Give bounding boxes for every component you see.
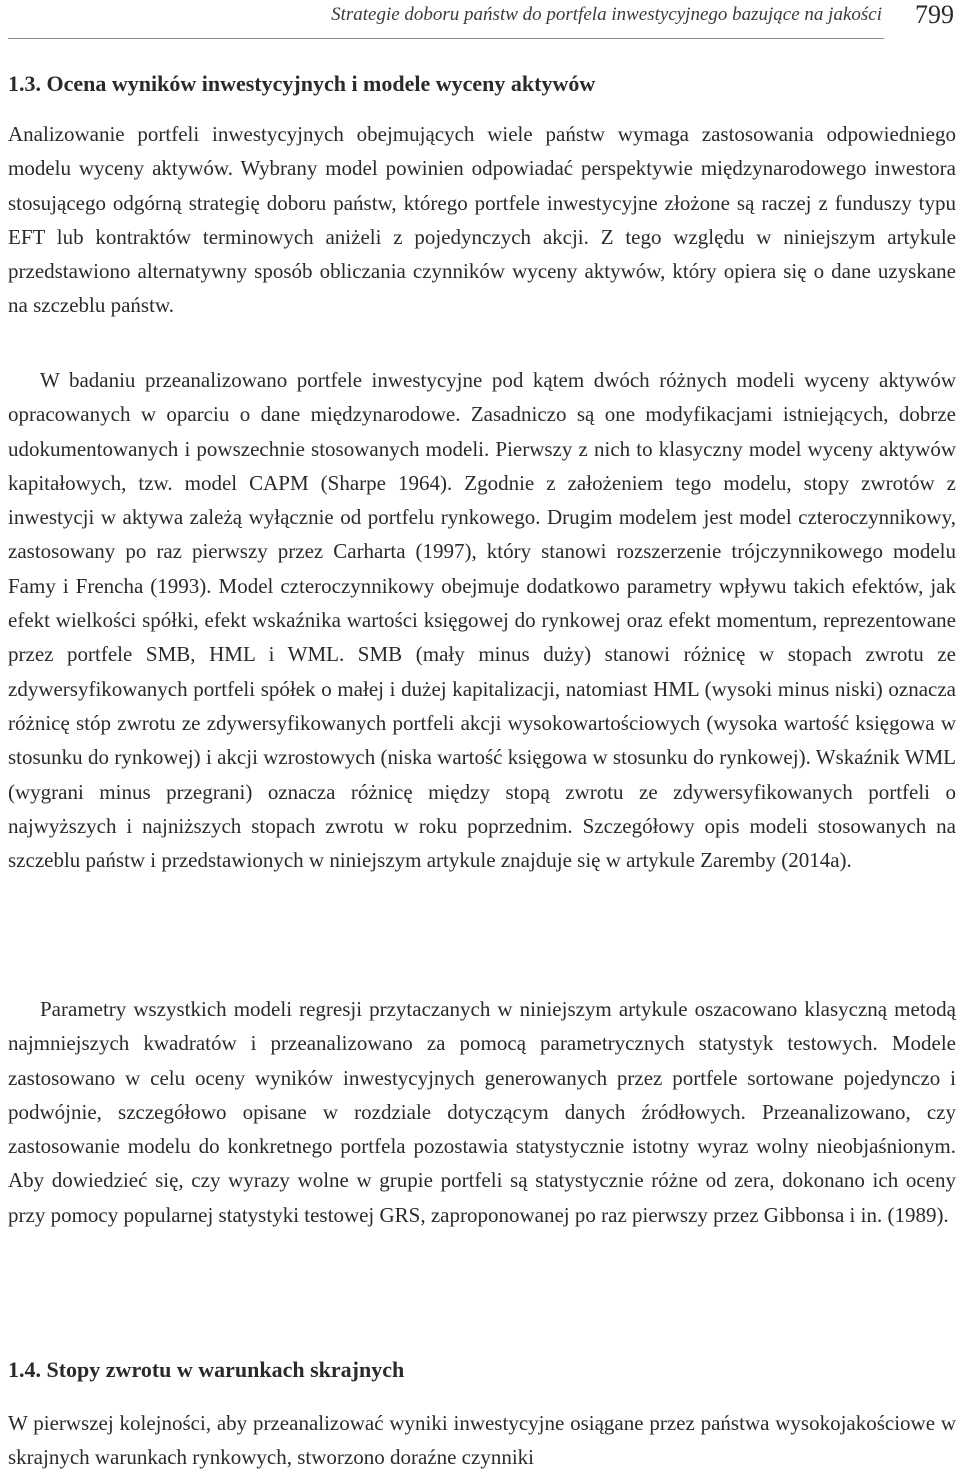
- paragraph: Parametry wszystkich modeli regresji przytaczanych w niniejszym artykule oszacowano klasyczną metodą najmniejszych kwadratów i przeanalizowano za pomocą parametrycznych statystyk testowych. Modele zastosowano w celu oceny wyników inwestycyjnych generowanych przez portfele sortowane pojedynczo i podwójnie, szczegółowo opisane w rozdziale dotyczącym danych źródłowych. Przeanalizowano, czy zastosowanie modelu do konkretnego portfela pozostawia statystycznie istotny wyraz wolny nieobjaśnionym. Aby dowiedzieć się, czy wyrazy wolne w grupie portfeli są statystycznie różne od zera, dokonano ich oceny przy pomocy popularnej statystyki testowej GRS, zaproponowanej po raz pierwszy przez Gibbonsa i in. (1989).: [8, 997, 956, 1227]
- paragraph: W pierwszej kolejności, aby przeanalizować wyniki inwestycyjne osiągane przez państwa wysokojakościowe w skrajnych warunkach rynkowych, stworzono doraźne czynniki: [8, 1411, 956, 1470]
- running-header: [0, 0, 960, 40]
- page-number: 799: [915, 0, 954, 29]
- running-title: Strategie doboru państw do portfela inwestycyjnego bazujące na jakości: [331, 4, 882, 25]
- section-heading-1-3: 1.3. Ocena wyników inwestycyjnych i modele wyceny aktywów: [8, 71, 596, 96]
- paragraph: W badaniu przeanalizowano portfele inwestycyjne pod kątem dwóch różnych modeli wyceny aktywów opracowanych w oparciu o dane międzynarodowe. Zasadniczo są one modyfikacjami istniejących, dobrze udokumentowanych i powszechnie stosowanych modeli. Pierwszy z nich to klasyczny model wyceny aktywów kapitałowych, tzw. model CAPM (Sharpe 1964). Zgodnie z założeniem tego modelu, stopy zwrotów z inwestycji w aktywa zależą wyłącznie od portfelu rynkowego. Drugim modelem jest model czteroczynnikowy, zastosowany po raz pierwszy przez Carharta (1997), który stanowi rozszerzenie trójczynnikowego modelu Famy i Frencha (1993). Model czteroczynnikowy obejmuje dodatkowo parametry wpływu takich efektów, jak efekt wielkości spółki, efekt wskaźnika wartości księgowej do rynkowej oraz efekt momentum, reprezentowane przez portfele SMB, HML i WML. SMB (mały minus duży) stanowi różnicę w stopach zwrotu ze zdywersyfikowanych portfeli spółek o małej i dużej kapitalizacji, natomiast HML (wysoki minus niski) oznacza różnicę stóp zwrotu ze zdywersyfikowanych portfeli akcji wysokowartościowych (wysoka wartość księgowa w stosunku do rynkowej) i akcji wzrostowych (niska wartość księgowa w stosunku do rynkowej). Wskaźnik WML (wygrani minus przegrani) oznacza różnicę między stopą zwrotu ze zdywersyfikowanych portfeli o najwyższych i najniższych stopach zwrotu w roku poprzednim. Szczegółowy opis modeli stosowanych na szczeblu państw i przedstawionych w niniejszym artykule znajduje się w artykule Zaremby (2014a).: [8, 368, 956, 873]
- header-rule: [8, 38, 884, 39]
- section-heading-1-4: 1.4. Stopy zwrotu w warunkach skrajnych: [8, 1357, 405, 1382]
- paragraph: Analizowanie portfeli inwestycyjnych obejmujących wiele państw wymaga zastosowania odpowiedniego modelu wyceny aktywów. Wybrany model powinien odpowiadać perspektywie międzynarodowego inwestora stosującego odgórną strategię doboru państw, którego portfele inwestycyjne złożone są raczej z funduszy typu EFT lub kontraktów terminowych aniżeli z pojedynczych akcji. Z tego względu w niniejszym artykule przedstawiono alternatywny sposób obliczania czynników wyceny aktywów, który opiera się o dane uzyskane na szczeblu państw.: [8, 122, 956, 318]
